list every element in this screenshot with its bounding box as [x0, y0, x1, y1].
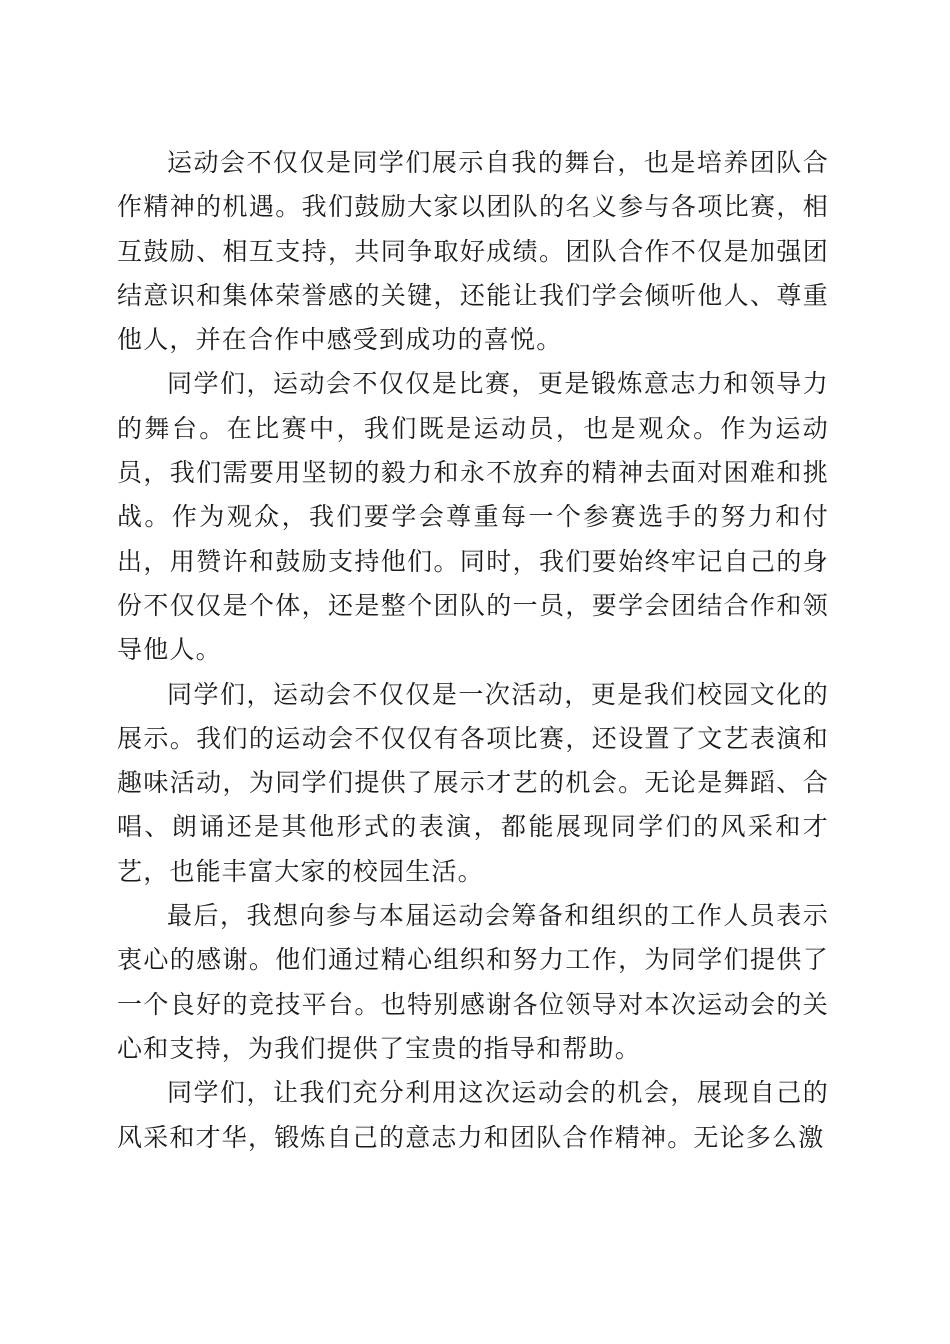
- paragraph-willpower-leadership: 同学们，运动会不仅仅是比赛，更是锻炼意志力和领导力的舞台。在比赛中，我们既是运动员，也是观众。作为运动员，我们需要用坚韧的毅力和永不放弃的精神去面对困难和挑战。作为观众，我们要学会尊重每一个参赛选手的努力和付出，用赞许和鼓励支持他们。同时，我们要始终牢记自己的身份不仅仅是个体，还是整个团队的一员，要学会团结合作和领导他人。: [117, 369, 829, 665]
- document-body: [117, 141, 829, 1160]
- paragraph-closing: 同学们，让我们充分利用这次运动会的机会，展现自己的风采和才华，锻炼自己的意志力和团队合作精神。无论多么激: [117, 1078, 829, 1152]
- paragraph-teamwork: 运动会不仅仅是同学们展示自我的舞台，也是培养团队合作精神的机遇。我们鼓励大家以团队的名义参与各项比赛，相互鼓励、相互支持，共同争取好成绩。团队合作不仅是加强团结意识和集体荣誉感的关键，还能让我们学会倾听他人、尊重他人，并在合作中感受到成功的喜悦。: [117, 148, 829, 355]
- paragraph-campus-culture: 同学们，运动会不仅仅是一次活动，更是我们校园文化的展示。我们的运动会不仅仅有各项比赛，还设置了文艺表演和趣味活动，为同学们提供了展示才艺的机会。无论是舞蹈、合唱、朗诵还是其他形式的表演，都能展现同学们的风采和才艺，也能丰富大家的校园生活。: [117, 679, 829, 886]
- paragraph-thanks: 最后，我想向参与本届运动会筹备和组织的工作人员表示衷心的感谢。他们通过精心组织和努力工作，为同学们提供了一个良好的竞技平台。也特别感谢各位领导对本次运动会的关心和支持，为我们提供了宝贵的指导和帮助。: [117, 901, 829, 1063]
